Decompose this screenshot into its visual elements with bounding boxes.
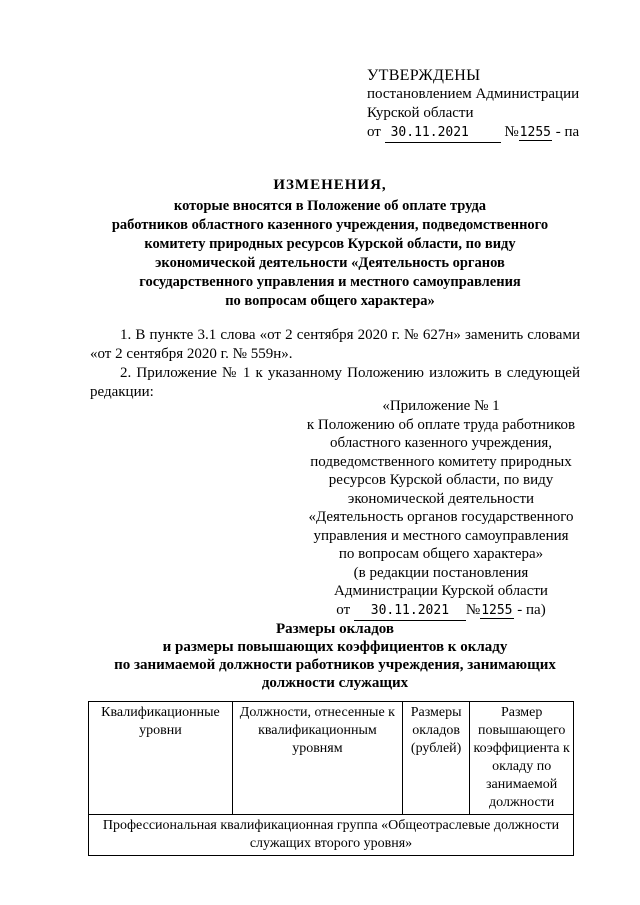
appendix-number: 1255 — [481, 602, 513, 618]
group-row-cell: Профессиональная квалификационная группа «Общеотраслевые должности служащих второго уровня» — [89, 815, 574, 856]
paragraph-2: 2. Приложение № 1 к указанному Положению изложить в следующей редакции: — [90, 365, 580, 400]
paragraph-1: 1. В пункте 3.1 слова «от 2 сентября 2020 г. № 627н» заменить словами «от 2 сентября 2020 г. № 559н». — [90, 327, 580, 362]
document-title — [70, 176, 590, 311]
approval-date: 30.11.2021 — [385, 123, 501, 143]
appendix-line: к Положению об оплате труда работников — [306, 416, 576, 433]
approval-date-prefix: от — [367, 124, 381, 140]
approval-date-line — [367, 123, 607, 143]
header-salaries: Размеры окладов (рублей) — [402, 702, 469, 815]
title-line: работников областного казенного учреждения, подведомственного — [111, 217, 549, 233]
title-line: экономической деятельности «Деятельность органов — [155, 255, 505, 271]
appendix-block — [296, 397, 586, 621]
table-header-row — [89, 702, 574, 815]
sizes-title-line: Размеры окладов — [275, 621, 395, 637]
appendix-date: 30.11.2021 — [354, 602, 466, 622]
approval-num-suffix: - па — [555, 124, 580, 140]
sizes-title-line: и размеры повышающих коэффициентов к окладу — [162, 639, 508, 655]
appendix-line: областного казенного учреждения, — [329, 435, 553, 451]
appendix-line: Администрации Курской области — [334, 583, 548, 599]
title-main: ИЗМЕНЕНИЯ, — [273, 177, 387, 193]
title-line: комитету природных ресурсов Курской области, по виду — [144, 236, 516, 252]
header-coefficient: Размер повышающего коэффициента к окладу по занимаемой должности — [470, 702, 574, 815]
appendix-line: экономической деятельности — [347, 490, 535, 507]
table-group-row — [89, 815, 574, 856]
title-line: по вопросам общего характера» — [225, 293, 435, 309]
appendix-date-prefix: от — [336, 601, 351, 618]
header-qualification-levels: Квалификационные уровни — [89, 702, 233, 815]
salary-table — [88, 701, 574, 856]
sizes-title-line: должности служащих — [261, 675, 409, 691]
approval-block — [367, 66, 607, 143]
approval-number: 1255 — [519, 125, 551, 140]
approval-line-1: постановлением Администрации — [367, 86, 580, 102]
appendix-line: «Приложение № 1 — [382, 398, 500, 414]
appendix-line: ресурсов Курской области, по виду — [328, 472, 554, 488]
header-positions: Должности, отнесенные к квалификационным уровням — [232, 702, 402, 815]
appendix-date-line — [296, 601, 586, 622]
approval-num-prefix: № — [504, 124, 519, 140]
sizes-title — [90, 620, 580, 692]
appendix-line: подведомственного комитету природных — [310, 453, 572, 470]
appendix-num-suffix: - па) — [517, 601, 546, 618]
approval-heading: УТВЕРЖДЕНЫ — [367, 67, 481, 84]
appendix-num-prefix: № — [465, 601, 481, 618]
title-line: которые вносятся в Положение об оплате труда — [173, 198, 487, 214]
sizes-title-line: по занимаемой должности работников учреждения, занимающих — [114, 657, 556, 673]
appendix-line: «Деятельность органов государственного — [308, 509, 574, 525]
approval-line-2: Курской области — [367, 105, 474, 121]
appendix-line: управления и местного самоуправления — [313, 527, 569, 544]
appendix-line: по вопросам общего характера» — [338, 546, 544, 562]
appendix-line: (в редакции постановления — [353, 564, 529, 581]
title-line: государственного управления и местного самоуправления — [139, 274, 521, 290]
